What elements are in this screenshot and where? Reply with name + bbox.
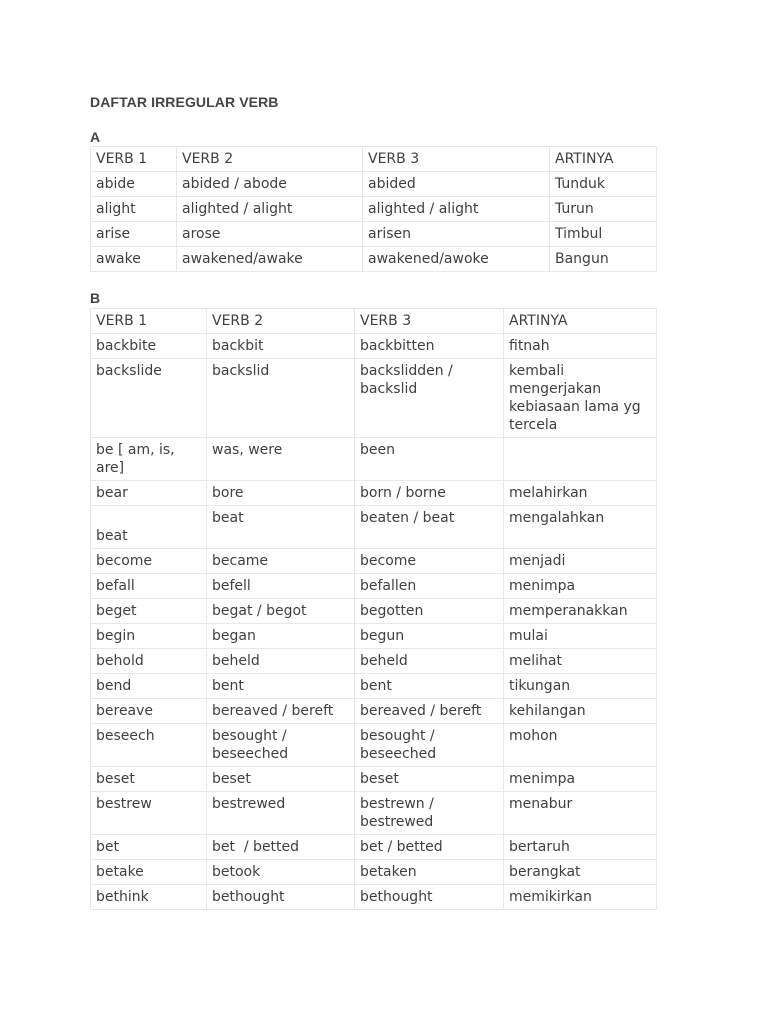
verb1-cell: begin bbox=[91, 624, 207, 649]
verb2-cell: bent bbox=[207, 674, 355, 699]
verb3-cell: beaten / beat bbox=[355, 506, 504, 549]
verb1-cell: be [ am, is, are] bbox=[91, 438, 207, 481]
verb2-cell: backslid bbox=[207, 359, 355, 438]
verb1-cell: betake bbox=[91, 860, 207, 885]
table-row bbox=[91, 438, 657, 481]
verb3-cell: abided bbox=[363, 172, 550, 197]
artinya-cell: menimpa bbox=[504, 574, 657, 599]
artinya-cell: tikungan bbox=[504, 674, 657, 699]
table-row bbox=[91, 574, 657, 599]
verb3-cell: backbitten bbox=[355, 334, 504, 359]
verb1-cell: bereave bbox=[91, 699, 207, 724]
verb1-cell: bethink bbox=[91, 885, 207, 910]
verb1-cell: bet bbox=[91, 835, 207, 860]
verb2-cell: begat / begot bbox=[207, 599, 355, 624]
verb3-cell: bet / betted bbox=[355, 835, 504, 860]
artinya-cell: bertaruh bbox=[504, 835, 657, 860]
table-row bbox=[91, 885, 657, 910]
table-row bbox=[91, 792, 657, 835]
verb1-cell: beseech bbox=[91, 724, 207, 767]
verb1-cell: beget bbox=[91, 599, 207, 624]
verb1-cell: beat bbox=[91, 506, 207, 549]
verb2-cell: abided / abode bbox=[177, 172, 363, 197]
artinya-cell: menabur bbox=[504, 792, 657, 835]
verb1-cell: awake bbox=[91, 247, 177, 272]
table-row bbox=[91, 699, 657, 724]
verb2-cell: bethought bbox=[207, 885, 355, 910]
artinya-cell: memikirkan bbox=[504, 885, 657, 910]
verb1-cell: behold bbox=[91, 649, 207, 674]
verb2-cell: besought / beseeched bbox=[207, 724, 355, 767]
table-row bbox=[91, 197, 657, 222]
verb3-cell: bereaved / bereft bbox=[355, 699, 504, 724]
verb3-cell: arisen bbox=[363, 222, 550, 247]
verb2-cell: was, were bbox=[207, 438, 355, 481]
table-row bbox=[91, 506, 657, 549]
verb2-cell: bereaved / bereft bbox=[207, 699, 355, 724]
verb1-cell: bestrew bbox=[91, 792, 207, 835]
verb3-cell: betaken bbox=[355, 860, 504, 885]
verb2-cell: betook bbox=[207, 860, 355, 885]
verb2-cell: bet / betted bbox=[207, 835, 355, 860]
verb3-cell: alighted / alight bbox=[363, 197, 550, 222]
artinya-cell: menjadi bbox=[504, 549, 657, 574]
verb-table-b bbox=[90, 308, 657, 910]
verb2-cell: arose bbox=[177, 222, 363, 247]
verb1-cell: become bbox=[91, 549, 207, 574]
table-header-row bbox=[91, 147, 657, 172]
verb2-cell: beset bbox=[207, 767, 355, 792]
table-row bbox=[91, 334, 657, 359]
verb-table-a bbox=[90, 146, 657, 272]
artinya-cell: Tunduk bbox=[550, 172, 657, 197]
verb1-cell: backslide bbox=[91, 359, 207, 438]
verb2-cell: befell bbox=[207, 574, 355, 599]
header-verb2: VERB 2 bbox=[207, 309, 355, 334]
table-row bbox=[91, 724, 657, 767]
verb1-cell: alight bbox=[91, 197, 177, 222]
table-row bbox=[91, 247, 657, 272]
verb3-cell: begun bbox=[355, 624, 504, 649]
verb3-cell: awakened/awoke bbox=[363, 247, 550, 272]
table-row bbox=[91, 624, 657, 649]
verb1-cell: arise bbox=[91, 222, 177, 247]
header-artinya: ARTINYA bbox=[550, 147, 657, 172]
header-verb3: VERB 3 bbox=[363, 147, 550, 172]
page-title: DAFTAR IRREGULAR VERB bbox=[90, 94, 279, 110]
verb3-cell: bethought bbox=[355, 885, 504, 910]
verb3-cell: bent bbox=[355, 674, 504, 699]
artinya-cell: fitnah bbox=[504, 334, 657, 359]
artinya-cell: mulai bbox=[504, 624, 657, 649]
verb3-cell: backslidden / backslid bbox=[355, 359, 504, 438]
artinya-cell: memperanakkan bbox=[504, 599, 657, 624]
verb3-cell: beheld bbox=[355, 649, 504, 674]
header-verb3: VERB 3 bbox=[355, 309, 504, 334]
verb1-cell: bear bbox=[91, 481, 207, 506]
verb1-cell: backbite bbox=[91, 334, 207, 359]
verb2-cell: bestrewed bbox=[207, 792, 355, 835]
verb2-cell: beat bbox=[207, 506, 355, 549]
artinya-cell: Bangun bbox=[550, 247, 657, 272]
artinya-cell: Turun bbox=[550, 197, 657, 222]
artinya-cell: melahirkan bbox=[504, 481, 657, 506]
header-verb1: VERB 1 bbox=[91, 147, 177, 172]
verb1-cell: bend bbox=[91, 674, 207, 699]
artinya-cell: berangkat bbox=[504, 860, 657, 885]
table-row bbox=[91, 860, 657, 885]
table-header-row bbox=[91, 309, 657, 334]
header-verb1: VERB 1 bbox=[91, 309, 207, 334]
verb2-cell: backbit bbox=[207, 334, 355, 359]
verb3-cell: born / borne bbox=[355, 481, 504, 506]
table-row bbox=[91, 549, 657, 574]
artinya-cell: mengalahkan bbox=[504, 506, 657, 549]
verb3-cell: become bbox=[355, 549, 504, 574]
verb2-cell: alighted / alight bbox=[177, 197, 363, 222]
section-label-a: A bbox=[90, 129, 101, 145]
verb1-cell: abide bbox=[91, 172, 177, 197]
verb3-cell: besought / beseeched bbox=[355, 724, 504, 767]
artinya-cell: melihat bbox=[504, 649, 657, 674]
table-row bbox=[91, 599, 657, 624]
verb3-cell: been bbox=[355, 438, 504, 481]
verb1-cell: befall bbox=[91, 574, 207, 599]
table-row bbox=[91, 172, 657, 197]
table-row bbox=[91, 649, 657, 674]
table-row bbox=[91, 674, 657, 699]
header-verb2: VERB 2 bbox=[177, 147, 363, 172]
artinya-cell: menimpa bbox=[504, 767, 657, 792]
table-row bbox=[91, 222, 657, 247]
section-label-b: B bbox=[90, 290, 101, 306]
verb2-cell: became bbox=[207, 549, 355, 574]
verb3-cell: befallen bbox=[355, 574, 504, 599]
verb3-cell: begotten bbox=[355, 599, 504, 624]
verb2-cell: began bbox=[207, 624, 355, 649]
artinya-cell: kembali mengerjakan kebiasaan lama yg tercela bbox=[504, 359, 657, 438]
artinya-cell: kehilangan bbox=[504, 699, 657, 724]
table-row bbox=[91, 481, 657, 506]
artinya-cell: mohon bbox=[504, 724, 657, 767]
artinya-cell: Timbul bbox=[550, 222, 657, 247]
verb2-cell: bore bbox=[207, 481, 355, 506]
header-artinya: ARTINYA bbox=[504, 309, 657, 334]
verb3-cell: beset bbox=[355, 767, 504, 792]
table-row bbox=[91, 359, 657, 438]
verb2-cell: awakened/awake bbox=[177, 247, 363, 272]
verb2-cell: beheld bbox=[207, 649, 355, 674]
table-row bbox=[91, 835, 657, 860]
artinya-cell bbox=[504, 438, 657, 481]
verb1-cell: beset bbox=[91, 767, 207, 792]
table-row bbox=[91, 767, 657, 792]
verb3-cell: bestrewn / bestrewed bbox=[355, 792, 504, 835]
